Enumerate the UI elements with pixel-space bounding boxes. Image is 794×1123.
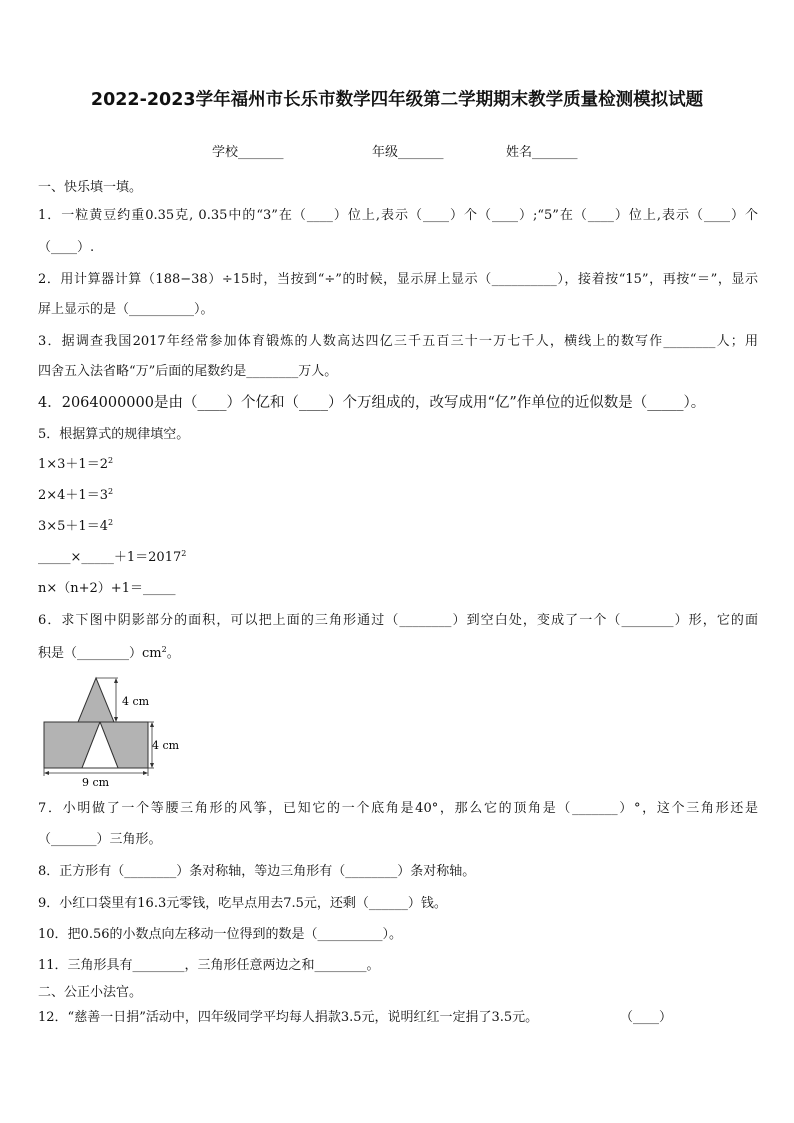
- pattern-row: $2\times 4+1=3^2$: [38, 487, 114, 503]
- question-3-line-2: 四舍五入法省略“万”后面的尾数约是________万人。: [38, 364, 338, 379]
- question-2-line-1: 2．用计算器计算（188−38）÷15时，当按到“÷”的时候，显示屏上显示（__________），接着按“15”，再按“＝”，显示: [38, 272, 758, 287]
- question-1-line-2: （____）.: [38, 240, 95, 255]
- question-9: 9．小红口袋里有16.3元零钱，吃早点用去7.5元，还剩（______）钱。: [38, 896, 447, 911]
- school-field: 学校_______: [212, 145, 284, 160]
- question-10: 10．把0.56的小数点向左移动一位得到的数是（__________）。: [38, 927, 402, 942]
- page-title: 2022-2023学年福州市长乐市数学四年级第二学期期末教学质量检测模拟试题: [90, 90, 704, 110]
- question-1-line-1: 1．一粒黄豆约重0.35克, 0.35中的“3”在（____）位上,表示（____）个（____）;“5”在（____）位上,表示（____）个: [38, 208, 758, 223]
- width-label: 9 cm: [82, 776, 110, 789]
- pattern-formula: n×（n+2）+1＝_____: [38, 581, 176, 596]
- shaded-area-figure: [38, 672, 198, 790]
- pattern-row: $3\times 5+1=4^2$: [38, 518, 114, 534]
- pattern-row: $\_\_\_\_\_\times\_\_\_\_\_+1=2017^2$: [38, 549, 187, 565]
- question-12: 12．“慈善一日捐”活动中，四年级同学平均每人捐款3.5元，说明红红一定捐了3.5元。 （____）: [38, 1010, 673, 1025]
- question-6-line-1: 6．求下图中阴影部分的面积，可以把上面的三角形通过（________）到空白处，变成了一个（________）形，它的面: [38, 613, 758, 628]
- question-8: 8．正方形有（________）条对称轴，等边三角形有（________）条对称轴。: [38, 864, 476, 879]
- question-5: 5．根据算式的规律填空。: [38, 427, 190, 442]
- question-2-line-2: 屏上显示的是（__________）。: [38, 302, 214, 317]
- question-3-line-1: 3．据调查我国2017年经常参加体育锻炼的人数高达四亿三千五百三十一万七千人，横线上的数写作________人；用: [38, 334, 758, 349]
- grade-field: 年级_______: [372, 145, 444, 160]
- top-height-label: 4 cm: [122, 695, 150, 708]
- name-field: 姓名_______: [506, 145, 578, 160]
- pattern-row: $1\times 3+1=2^2$: [38, 456, 114, 472]
- question-11: 11．三角形具有________，三角形任意两边之和________。: [38, 958, 380, 973]
- judgement-blank: （____）: [620, 1010, 673, 1025]
- question-7-line-2: （_______）三角形。: [38, 832, 162, 847]
- question-7-line-1: 7．小明做了一个等腰三角形的风筝，已知它的一个底角是40°，那么它的顶角是（_______）°，这个三角形还是: [38, 801, 758, 816]
- right-height-label: 4 cm: [152, 739, 180, 752]
- question-4: 4．2064000000是由（____）个亿和（____）个万组成的，改写成用“亿”作单位的近似数是（_____）。: [38, 395, 706, 411]
- question-6-line-2: 积是$(\_\_\_\_\_\_\_\_)cm^2$。: [38, 645, 180, 661]
- top-triangle: [78, 678, 114, 722]
- section-heading: 二、公正小法官。: [38, 985, 143, 1000]
- section-heading: 一、快乐填一填。: [38, 180, 143, 195]
